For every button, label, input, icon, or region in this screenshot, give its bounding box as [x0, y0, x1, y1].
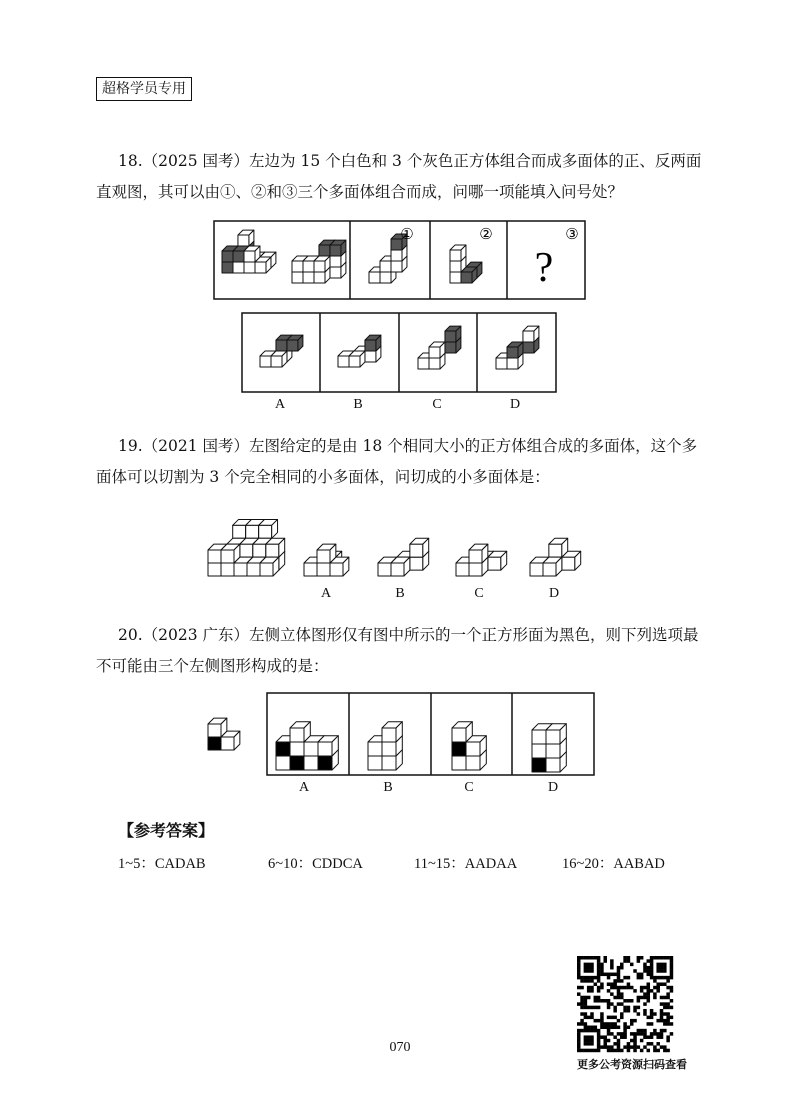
q18-polyhedron-front — [222, 230, 276, 273]
q19-option-b-label: B — [395, 586, 405, 601]
q19-option-d-figure — [530, 538, 581, 576]
q18-option-a-figure — [260, 335, 303, 367]
q18-marker-3: ③ — [565, 225, 579, 243]
q20-option-d-figure — [532, 724, 566, 772]
q18-option-d-label: D — [509, 397, 521, 412]
q18-option-c-label: C — [432, 397, 442, 412]
answers-group-2: 6~10：CDDCA — [268, 856, 363, 872]
q19-option-a-figure — [304, 544, 349, 576]
q18-options-row — [242, 313, 557, 393]
answers-group-1: 1~5：CADAB — [118, 856, 206, 872]
page-number: 070 — [389, 1040, 411, 1055]
q18-polyhedron-back — [292, 240, 346, 283]
q19-option-a-label: A — [320, 586, 332, 601]
q20-option-c-label: C — [464, 780, 474, 795]
answers-title: 【参考答案】 — [118, 821, 215, 840]
header-tag: 超格学员专用 — [96, 77, 192, 101]
answers-group-3: 11~15：AADAA — [414, 856, 518, 872]
q20-option-b-figure — [368, 722, 402, 770]
qr-caption: 更多公考资源扫码查看 — [577, 1058, 687, 1071]
answers-group-4: 16~20：AABAD — [562, 856, 665, 872]
q19-option-c-figure — [456, 544, 507, 576]
q18-option-b-label: B — [353, 397, 363, 412]
q19-option-c-label: C — [474, 586, 484, 601]
q19-option-b-figure — [378, 538, 429, 576]
q18-option-a-label: A — [274, 397, 286, 412]
q18-marker-1: ① — [400, 225, 414, 243]
q19-text: 19.（2021 国考）左图给定的是由 18 个相同大小的正方体组合成的多面体，这个多面体可以切割为 3 个完全相同的小多面体，问切成的小多面体是： — [96, 437, 698, 486]
q18-figure-row — [214, 221, 586, 301]
q18-text: 18.（2025 国考）左边为 15 个白色和 3 个灰色正方体组合而成多面体的正、反两面直观图，其可以由①、②和③三个多面体组合而成，问哪一项能填入问号处？ — [96, 152, 702, 201]
q20-option-b-label: B — [383, 780, 393, 795]
q19-polyhedron — [208, 519, 285, 576]
qr-code[interactable] — [577, 956, 673, 1052]
q18-option-c-figure — [418, 326, 461, 369]
q18-option-d-figure — [496, 326, 539, 369]
q20-source-figure — [208, 718, 240, 750]
q18-part-2-figure — [450, 245, 482, 283]
q20-text: 20.（2023 广东）左侧立体图形仅有图中所示的一个正方形面为黑色，则下列选项最不可能由三个左侧图形构成的是： — [96, 626, 699, 675]
q20-option-a-label: A — [298, 780, 310, 795]
q18-marker-2: ② — [479, 225, 493, 243]
q20-option-d-label: D — [547, 780, 559, 795]
q20-figure-row — [200, 690, 600, 780]
q18-option-b-figure — [338, 335, 381, 367]
q20-option-a-figure — [276, 722, 338, 770]
q19-option-d-label: D — [548, 586, 560, 601]
q18-question-mark: ? — [534, 245, 554, 291]
q20-option-c-figure — [452, 722, 486, 770]
q19-figure-row — [200, 510, 600, 590]
